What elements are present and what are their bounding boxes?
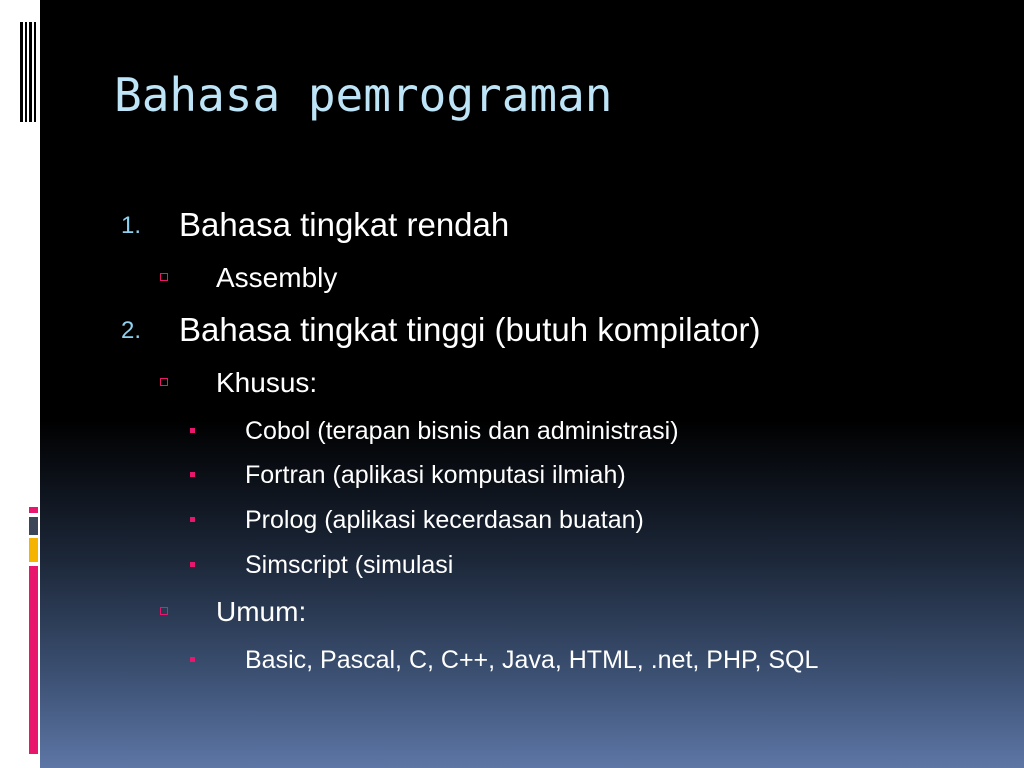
hollow-square-bullet-icon	[160, 607, 168, 615]
list-item-text: Cobol (terapan bisnis dan administrasi)	[245, 417, 679, 445]
list-item-text: Khusus:	[216, 367, 318, 398]
list-item-text: Simscript (simulasi	[245, 551, 454, 579]
left-decoration-strip	[0, 0, 40, 768]
hollow-square-bullet-icon	[160, 378, 168, 386]
list-number: 1.	[121, 212, 142, 239]
filled-square-bullet-icon	[190, 657, 195, 662]
list-item-text: Bahasa tingkat tinggi (butuh kompilator)	[179, 311, 761, 348]
filled-square-bullet-icon	[190, 517, 195, 522]
accent-pink-small	[29, 507, 38, 513]
list-item-text: Bahasa tingkat rendah	[179, 206, 510, 243]
list-item-text: Prolog (aplikasi kecerdasan buatan)	[245, 506, 644, 534]
accent-yellow	[29, 538, 38, 562]
hollow-square-bullet-icon	[160, 273, 168, 281]
filled-square-bullet-icon	[190, 428, 195, 433]
accent-pink-long	[29, 566, 38, 754]
list-item-text: Umum:	[216, 596, 307, 627]
filled-square-bullet-icon	[190, 562, 195, 567]
filled-square-bullet-icon	[190, 472, 195, 477]
slide-title: Bahasa pemrograman	[114, 68, 613, 122]
accent-gray	[29, 517, 38, 535]
list-item-text: Assembly	[216, 262, 338, 293]
list-item-text: Fortran (aplikasi komputasi ilmiah)	[245, 461, 626, 489]
list-number: 2.	[121, 317, 142, 344]
list-item-text: Basic, Pascal, C, C++, Java, HTML, .net, PHP, SQL	[245, 646, 819, 674]
